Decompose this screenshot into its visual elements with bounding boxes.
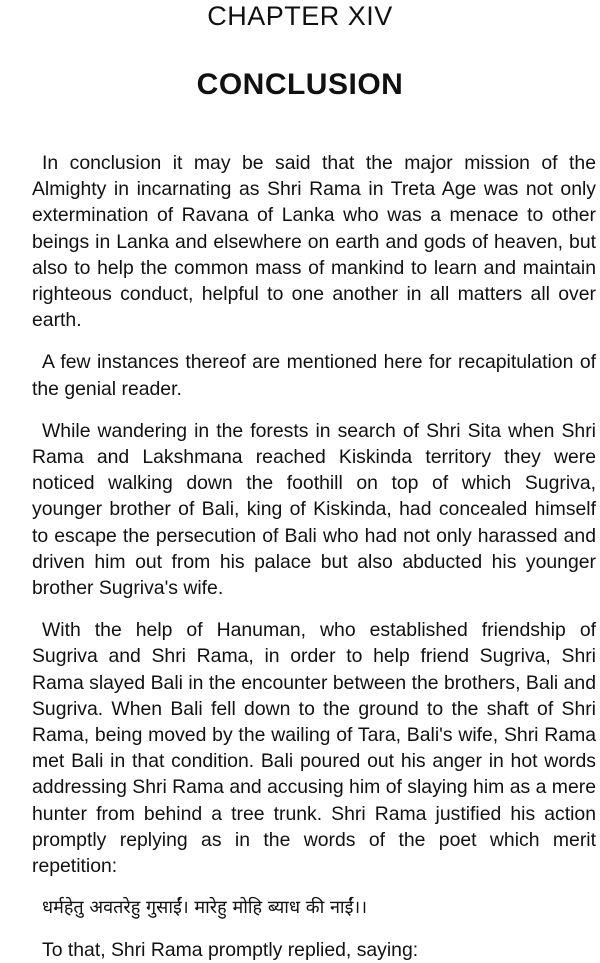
chapter-number: CHAPTER XIV: [207, 1, 393, 31]
chapter-title: CONCLUSION: [196, 68, 404, 101]
closing-line: To that, Shri Rama promptly replied, saying:: [42, 939, 419, 962]
hindi-verse: धर्महेतु अवतरेहु गुसाईं। मारेहु मोहि ब्याध की नाईं।।: [42, 897, 368, 919]
paragraph-3: While wandering in the forests in search of Shri Sita when Shri Rama and Lakshmana reached Kiskinda territory they were noticed walking down the foothill on top of which Sugriva, younger brother of Bali, king of Kiskinda, had concealed himself to escape the persecution of Bali who had not only harassed and driven him out from his palace but also abducted his younger brother Sugriva's wife.: [32, 419, 596, 600]
chapter-body: [32, 150, 596, 963]
paragraph-1: In conclusion it may be said that the major mission of the Almighty in incarnating as Shri Rama in Treta Age was not only extermination of Ravana of Lanka who was a menace to other beings in Lanka and elsewhere on earth and gods of heaven, but also to help the common mass of mankind to learn and maintain righteous conduct, helpful to one another in all matters all over earth.: [32, 152, 596, 332]
paragraph-2: A few instances thereof are mentioned here for recapitulation of the genial reader.: [32, 351, 596, 400]
paragraph-4: With the help of Hanuman, who established friendship of Sugriva and Shri Rama, in order to help friend Sugriva, Shri Rama slayed Bali in the encounter between the brothers, Bali and Sugriva. When Bali fell down to the ground to the shaft of Shri Rama, being moved by the wailing of Tara, Bali's wife, Shri Rama met Bali in that condition. Bali poured out his anger in hot words addressing Shri Rama and accusing him of slaying him as a mere hunter from behind a tree trunk. Shri Rama justified his action promptly replying as in the words of the poet which merit repetition:: [32, 619, 596, 878]
